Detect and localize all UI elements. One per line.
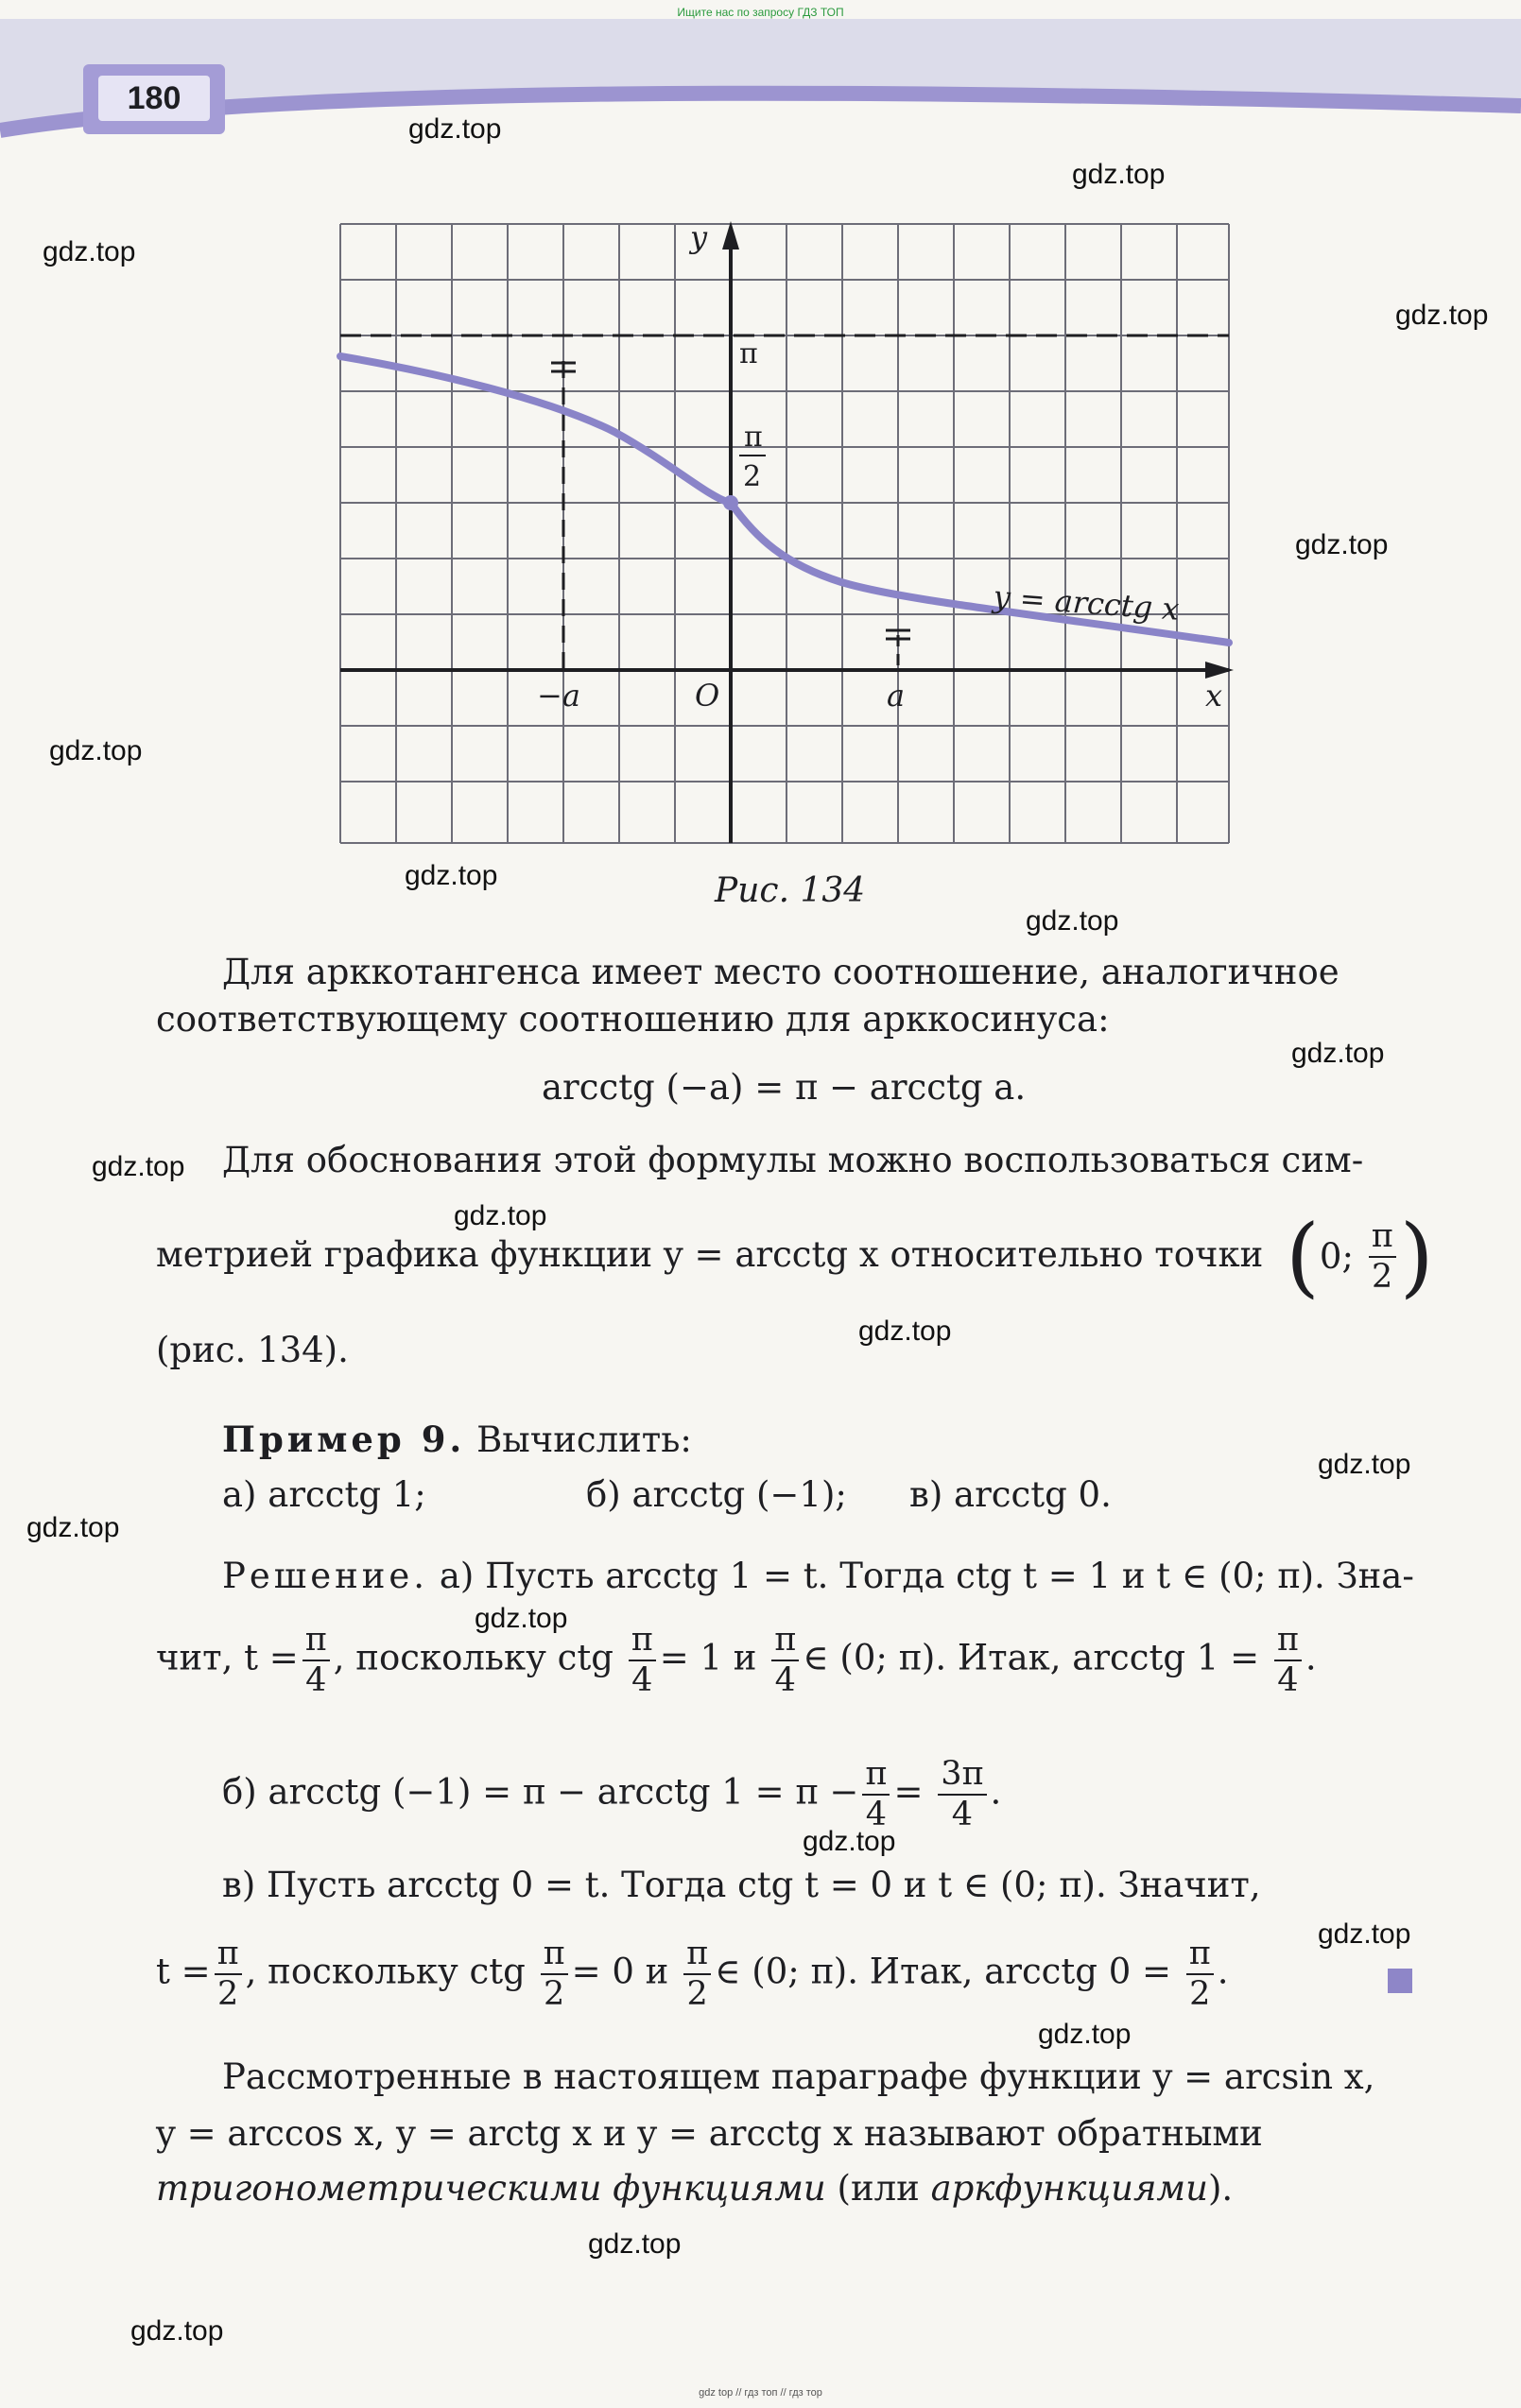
formula: arcctg (−a) = π − arcctg a.	[542, 1067, 1027, 1108]
example-c: в) arcctg 0.	[909, 1474, 1112, 1515]
watermark: gdz.top	[1295, 529, 1389, 560]
closing-line2: y = arccos x, y = arctg x и y = arcctg x называют обратными	[156, 2113, 1263, 2154]
watermark: gdz.top	[92, 1151, 185, 1182]
header-ribbon	[0, 19, 1521, 161]
watermark: gdz.top	[1038, 2019, 1132, 2050]
grid	[340, 224, 1229, 843]
solution-a-line2: чит, t = $\frac{\pi}{4}$ , поскольку ctg $\frac{\pi}{4}$ = 1 и $\frac{\pi}{4}$ ∈ (0; π). Итак, arcctg 1 = $\frac{\pi}{4}$ .	[156, 1621, 1317, 1699]
example-heading	[222, 1416, 692, 1464]
watermark: gdz.top	[454, 1200, 547, 1231]
para2-line3: (рис. 134).	[156, 1330, 349, 1370]
closing-line3: тригонометрическими функциями (или аркфункциями).	[156, 2168, 1234, 2209]
y-axis-label: y	[690, 219, 708, 255]
watermark: gdz.top	[1072, 159, 1166, 190]
symmetry-point	[723, 495, 738, 510]
solution-a-line1: Решение. а) Пусть arcctg 1 = t. Тогда ctg t = 1 и t ∈ (0; π). Зна-	[222, 1556, 1414, 1596]
watermark: gdz.top	[475, 1603, 568, 1634]
watermark: gdz.top	[405, 860, 498, 891]
example-task: Вычислить:	[476, 1419, 692, 1460]
point-left: 0;	[1319, 1236, 1354, 1277]
watermark: gdz.top	[803, 1826, 896, 1857]
search-banner: Ищите нас по запросу ГДЗ ТОП	[677, 6, 844, 19]
solution-c-line2: t = $\frac{\pi}{2}$ , поскольку ctg $\frac{\pi}{2}$ = 0 и $\frac{\pi}{2}$ ∈ (0; π). Итак, arcctg 0 = $\frac{\pi}{2}$ .	[156, 1935, 1229, 2013]
example-title: Пример 9.	[222, 1419, 466, 1460]
watermark: gdz.top	[1318, 1918, 1411, 1950]
solution-b-line: б) arcctg (−1) = π − arcctg 1 = π − $\frac{\pi}{4}$ = $\frac{3\pi}{4}$ .	[222, 1755, 1002, 1833]
para2-line2: метрией графика функции y = arcctg x относительно точки	[156, 1234, 1264, 1275]
end-of-solution-mark	[1388, 1969, 1412, 1993]
page-number: 180	[98, 76, 210, 121]
para2-line1: Для обоснования этой формулы можно воспользоваться сим-	[222, 1140, 1364, 1180]
origin-label: O	[695, 678, 720, 714]
watermark: gdz.top	[49, 735, 143, 766]
y-axis-arrow	[722, 221, 739, 249]
half-pi-denominator: 2	[743, 460, 762, 493]
closing-line1: Рассмотренные в настоящем параграфе функции y = arcsin x,	[222, 2056, 1375, 2097]
example-a: а) arcctg 1;	[222, 1474, 426, 1515]
solution-c-line1: в) Пусть arcctg 0 = t. Тогда ctg t = 0 и t ∈ (0; π). Значит,	[222, 1865, 1261, 1905]
half-pi-numerator: π	[744, 421, 763, 454]
example-b: б) arcctg (−1);	[586, 1474, 847, 1515]
x-axis-label: x	[1205, 678, 1223, 714]
arcctg-graph	[331, 219, 1238, 852]
para1-line2: соответствующему соотношению для арккосинуса:	[156, 999, 1110, 1040]
watermark: gdz.top	[43, 236, 136, 267]
footer-text: gdz top // гдз топ // гдз тор	[699, 2387, 822, 2399]
watermark: gdz.top	[408, 113, 502, 145]
figure-caption: Рис. 134	[715, 871, 866, 910]
pi-label: π	[739, 337, 758, 370]
watermark: gdz.top	[26, 1512, 120, 1543]
watermark: gdz.top	[1318, 1449, 1411, 1480]
a-label: a	[887, 678, 906, 714]
neg-a-label: −a	[537, 678, 580, 714]
watermark: gdz.top	[588, 2228, 682, 2260]
para1-line1: Для арккотангенса имеет место соотношение, аналогичное	[222, 952, 1340, 992]
solution-label: Решение.	[222, 1556, 429, 1596]
point-coordinates: (0; $\frac{\pi}{2}$ )	[1286, 1206, 1434, 1307]
watermark: gdz.top	[1026, 905, 1119, 937]
watermark: gdz.top	[1291, 1038, 1385, 1069]
point-frac: $\frac{\pi}{2}$	[1369, 1220, 1396, 1294]
watermark: gdz.top	[130, 2315, 224, 2347]
curve-label: y = arcctg x	[992, 578, 1181, 628]
watermark: gdz.top	[858, 1316, 952, 1347]
watermark: gdz.top	[1395, 300, 1489, 331]
